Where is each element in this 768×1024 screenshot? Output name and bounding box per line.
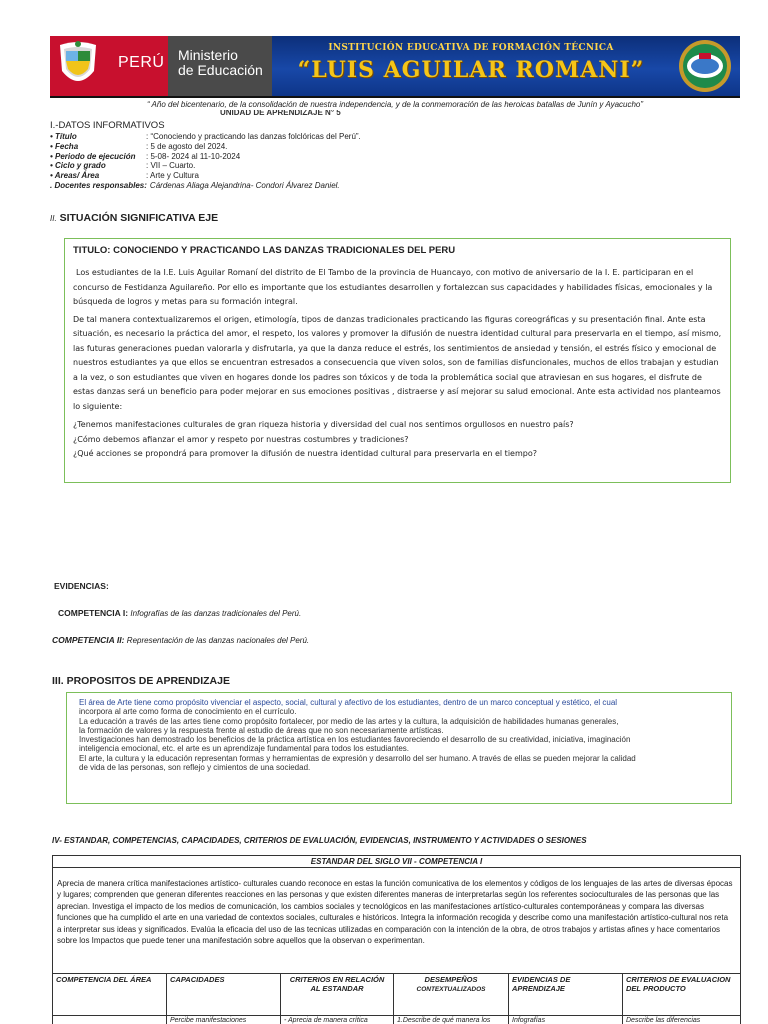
purpose-line: de vida de las personas, son reflejo y cimientos de una sociedad. (79, 763, 311, 773)
table-row (53, 1016, 740, 1024)
section-3-title: III. PROPOSITOS DE APRENDIZAJE (52, 675, 230, 687)
header-banner (50, 36, 740, 96)
table-cell: Infografías (509, 1016, 623, 1024)
table-heading: ESTANDAR DEL SIGLO VII - COMPETENCIA I (53, 856, 740, 868)
column-header-desempenos (394, 974, 509, 1015)
peru-brand (50, 36, 168, 96)
purpose-line: incorpora al arte como forma de conocimiento en el currículo. (79, 707, 297, 717)
purpose-line: inteligencia emocional, etc. el arte es un aprendizaje fundamental para todos los estudiantes. (79, 744, 409, 754)
standard-text: Aprecia de manera crítica manifestaciones artístico- culturales cuando reconoce en estas la función comunicativa de los elementos y códigos de los lenguajes de las artes de diversas épocas y lugares; comprenden que generan diferentes reacciones en las personas y que existen diferentes maneras de interpretarlas según los referentes socioculturales de las personas que las aprecian. Investiga el impacto de los medios de comunicación, los cambios sociales y tecnológicos en las manifestaciones artístico-culturales contemporáneas y compara las diversas funciones que ha cumplido el arte en una variedad de contextos sociales, culturales e históricos. Integra la información recogida y describe como una manifestación artístico-cultural nos reta a interpretar sus ideas y significados. Evalúa la eficacia del uso de las tecnicas utilizadas en comparación con la intención de la obra, de otros trabajos y artistas afines y hace comentarios sobre los Impactos que puede tener una manifestación sobre aquellos que la observan o experimentan. (53, 868, 740, 974)
section-4-title: IV- ESTANDAR, COMPETENCIAS, CAPACIDADES, CRITERIOS DE EVALUACIÓN, EVIDENCIAS, INSTRUMENTO Y ACTIVIDADES O SESIONES (52, 836, 587, 845)
info-list (50, 132, 361, 191)
column-header-criterios (281, 974, 394, 1015)
competencia-2-text: Representación de las danzas nacionales del Perú. (126, 636, 310, 645)
situation-box (64, 238, 731, 483)
competencia-1-text: Infografías de las danzas tradicionales del Perú. (130, 609, 302, 618)
header-divider (50, 96, 740, 98)
purposes-box (66, 692, 732, 804)
question-2: ¿Cómo debemos afianzar el amor y respeto por nuestras costumbres y tradiciones? (73, 434, 409, 444)
info-label: . Docentes responsables: (50, 180, 147, 190)
info-value: Cárdenas Aliaga Alejandrina- Condori Álvarez Daniel. (149, 180, 340, 190)
info-row-docentes (50, 181, 361, 191)
table-cell (53, 1016, 167, 1024)
info-row-periodo (50, 152, 361, 162)
column-header-line: APRENDIZAJE (512, 983, 565, 993)
year-motto: “ Año del bicentenario, de la consolidación de nuestra independencia, y de la conmemoración de las heroicas batallas de Junín y Ayacucho” (146, 100, 644, 109)
column-header-line: CRITERIOS EN RELACIÓN (289, 975, 385, 984)
info-value: : 5-08- 2024 al 11-10-2024 (146, 151, 241, 161)
purpose-line: Investigaciones han demostrado los beneficios de la práctica artística en los estudiantes favoreciendo el desarrollo de su creatividad, iniciativa, imaginación (79, 735, 631, 745)
question-1: ¿Tenemos manifestaciones culturales de gran riqueza historia y diversidad del cual nos sentimos orgullosos en nuestro país? (73, 420, 574, 429)
table-cell: 1.Describe de qué manera los (394, 1016, 509, 1024)
column-header-line: DEL PRODUCTO (626, 983, 686, 993)
ministry-line-1: Ministerio (178, 47, 238, 63)
competencia-1-label: COMPETENCIA I: (58, 608, 129, 618)
info-label: • Areas/ Área (50, 171, 100, 181)
column-header-line: EVIDENCIAS DE (512, 975, 571, 984)
section-1-title: I.-DATOS INFORMATIVOS (50, 120, 165, 131)
section-2-title (50, 212, 218, 224)
ministry-brand (168, 36, 272, 96)
situation-title: TITULO: CONOCIENDO Y PRACTICANDO LAS DANZAS TRADICIONALES DEL PERU (73, 245, 456, 256)
situation-paragraph-1: Los estudiantes de la I.E. Luis Aguilar Romaní del distrito de El Tambo de la provincia de Huancayo, con motivo de aniversario de la I. E. participaran en el concurso de Festidanza Aguilareño. Por ello es importante que los estudiantes desarrollen y fortalezcan sus capacidades y habilidades físicas, emocionales y la búsqueda de logros y metas para su formación integral. (73, 268, 713, 306)
info-value: : 5 de agosto del 2024. (146, 141, 228, 151)
table-cell: - Aprecia de manera crítica (281, 1016, 394, 1024)
table-cell: Percibe manifestaciones (167, 1016, 281, 1024)
standard-table (52, 855, 741, 1024)
competencia-1 (58, 608, 301, 618)
unit-title: UNIDAD DE APRENDIZAJE N° 5 (220, 110, 341, 117)
ministry-line-2: de Educación (178, 62, 263, 78)
purpose-line: La educación a través de las artes tiene como propósito fortalecer, por medio de las artes y la cultura, la adquisición de habilidades humanas generales, (79, 716, 619, 726)
column-header-line: CONTEXTUALIZADOS (416, 985, 486, 993)
purpose-line: El arte, la cultura y la educación representan formas y herramientas de expresión y desarrollo del ser humano. A través de ellas se pueden mejorar la calidad (79, 753, 636, 763)
column-header-line: AL ESTANDAR (310, 983, 364, 993)
info-value: : “Conociendo y practicando las danzas folclóricas del Perú”. (146, 132, 361, 141)
school-crest-icon (678, 39, 732, 93)
coat-of-arms-icon (56, 41, 100, 91)
info-label: • Título (50, 132, 77, 141)
school-subtitle: INSTITUCIÓN EDUCATIVA DE FORMACIÓN TÉCNICA (328, 43, 614, 53)
info-label: • Ciclo y grado (50, 161, 106, 171)
competencia-2 (52, 635, 309, 645)
info-row-area (50, 171, 361, 181)
info-row-ciclo (50, 161, 361, 171)
column-header-criterios-producto (623, 974, 740, 1015)
info-row-fecha (50, 142, 361, 152)
column-header-line: CRITERIOS DE EVALUACION (626, 975, 731, 984)
section-2-heading: SITUACIÓN SIGNIFICATIVA EJE (59, 212, 219, 224)
school-name: “LUIS AGUILAR ROMANI” (297, 57, 645, 83)
question-3: ¿Qué acciones se propondrá para promover la difusión de nuestra identidad cultural para preservarla en el tiempo? (73, 449, 537, 458)
column-header-capacidades: CAPACIDADES (167, 974, 281, 1015)
info-label: • Periodo de ejecución (50, 151, 136, 161)
info-row-titulo (50, 132, 361, 142)
situation-paragraph-2: De tal manera contextualizaremos el origen, etimología, tipos de danzas tradicionales practicando las figuras coreográficas y su presentación final. Ante esta situación, es necesario la práctica del amor, el respeto, los valores y promover la difusión de nuestra identidad cultural para preservarla en el tiempo, así mismo, las futuras generaciones puedan valorarla y disfrutarla, ya que la danza reduce el estrés, los sentimientos de ansiedad y tensión, el estrés físico y emocional de nuestros estudiantes ya que ellos se encuentran estresados a consecuencia que viven solos, son de familias disfuncionales, muchos de ellos trabajan y estudian a la vez, o son estudiantes que viven en hogares donde los padres son tóxicos y de toda la problemática social que atraviesan en sus hogares, el disfrute de estas danzas será un beneficio para poder mejorar en sus emociones positivas , distraerse y así mejorar su salud emocional. Ante esta actividad nos planteamos lo siguiente: (73, 314, 722, 411)
column-header-line: DESEMPEÑOS (424, 975, 478, 984)
column-header-evidencias (509, 974, 623, 1015)
country-label: PERÚ (118, 54, 165, 71)
info-label: • Fecha (50, 141, 79, 151)
table-header-row (53, 974, 740, 1016)
purpose-line: El área de Arte tiene como propósito vivenciar el aspecto, social, cultural y afectivo de los estudiantes, dentro de un marco conceptual y estético, el cual (79, 698, 618, 707)
info-value: : VII – Cuarto. (146, 161, 196, 171)
evidencias-title: EVIDENCIAS: (54, 581, 109, 591)
school-banner (272, 36, 740, 96)
info-value: : Arte y Cultura (146, 171, 199, 181)
column-header-competencia: COMPETENCIA DEL ÁREA (53, 974, 167, 1015)
competencia-2-label: COMPETENCIA II: (52, 635, 125, 645)
table-cell: Describe las diferencias (626, 1017, 701, 1024)
section-2-number: II. (50, 214, 57, 223)
purpose-line: la formación de valores y la respuesta frente al estudio de áreas que no son necesariamente artísticas. (79, 725, 444, 735)
